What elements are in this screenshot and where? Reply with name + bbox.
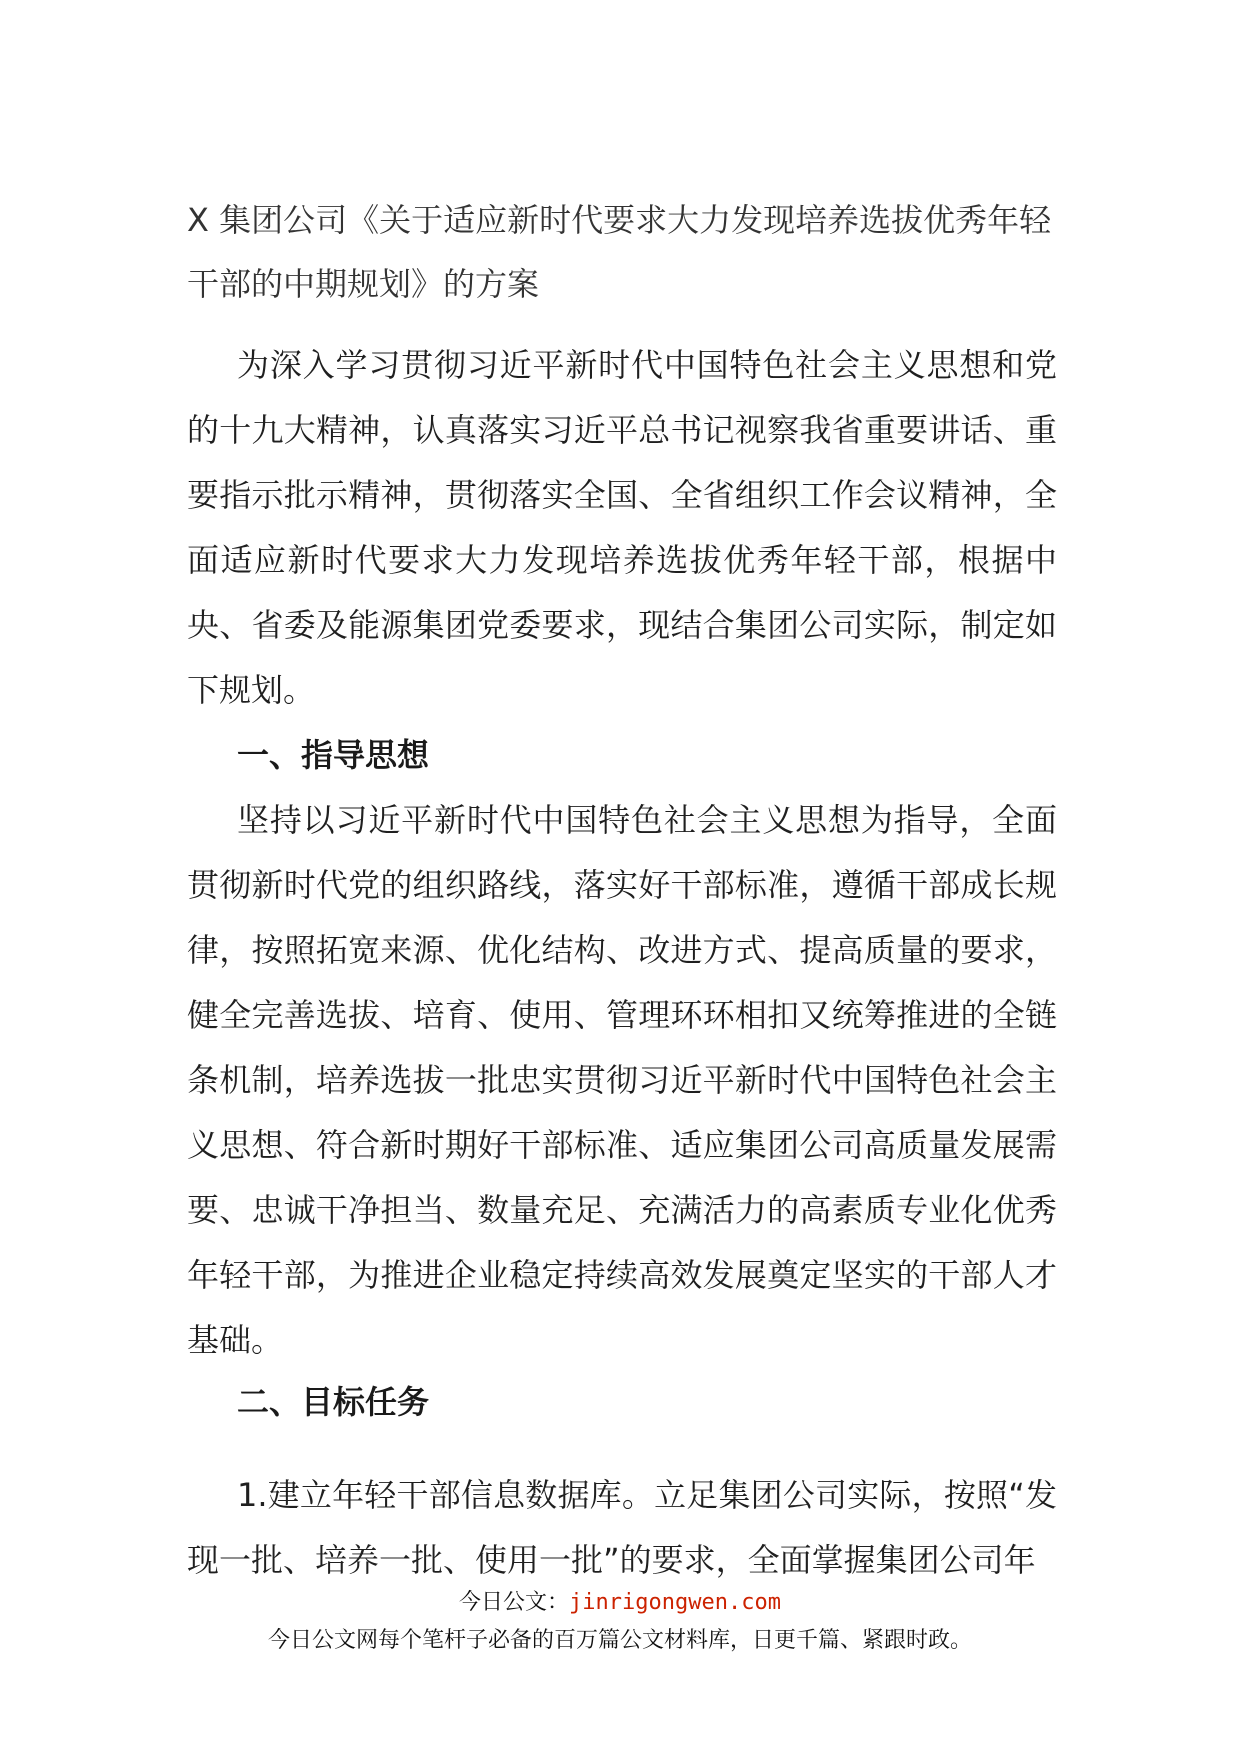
- goals-tasks-paragraph: 1.建立年轻干部信息数据库。立足集团公司实际，按照“发现一批、培养一批、使用一批”的要求，全面掌握集团公司年: [187, 1476, 1057, 1579]
- title-line-1: X 集团公司《关于适应新时代要求大力发现培养选拔优秀年轻: [187, 201, 1052, 239]
- footer-site-url[interactable]: jinrigongwen.com: [569, 1590, 781, 1615]
- section-heading-goals-tasks: 二、目标任务: [237, 1383, 430, 1421]
- guiding-thought-paragraph: 坚持以习近平新时代中国特色社会主义思想为指导，全面贯彻新时代党的组织路线，落实好干部标准，遵循干部成长规律，按照拓宽来源、优化结构、改进方式、提高质量的要求，健全完善选拔、培育、使用、管理环环相扣又统筹推进的全链条机制，培养选拔一批忠实贯彻习近平新时代中国特色社会主义思想、符合新时期好干部标准、适应集团公司高质量发展需要、忠诚干净担当、数量充足、充满活力的高素质专业化优秀年轻干部，为推进企业稳定持续高效发展奠定坚实的干部人才基础。: [187, 801, 1057, 1359]
- footer-site-label: 今日公文：: [459, 1590, 570, 1615]
- section-heading-guiding-thought: 一、指导思想: [237, 736, 430, 774]
- footer-source: [0, 1585, 1240, 1616]
- document-title: [187, 188, 1067, 316]
- footer-slogan: 今日公文网每个笔杆子必备的百万篇公文材料库，日更千篇、紧跟时政。: [267, 1628, 972, 1653]
- intro-paragraph: 为深入学习贯彻习近平新时代中国特色社会主义思想和党的十九大精神，认真落实习近平总书记视察我省重要讲话、重要指示批示精神，贯彻落实全国、全省组织工作会议精神，全面适应新时代要求大力发现培养选拔优秀年轻干部，根据中央、省委及能源集团党委要求，现结合集团公司实际，制定如下规划。: [187, 346, 1057, 709]
- title-line-2: 干部的中期规划》的方案: [187, 265, 540, 303]
